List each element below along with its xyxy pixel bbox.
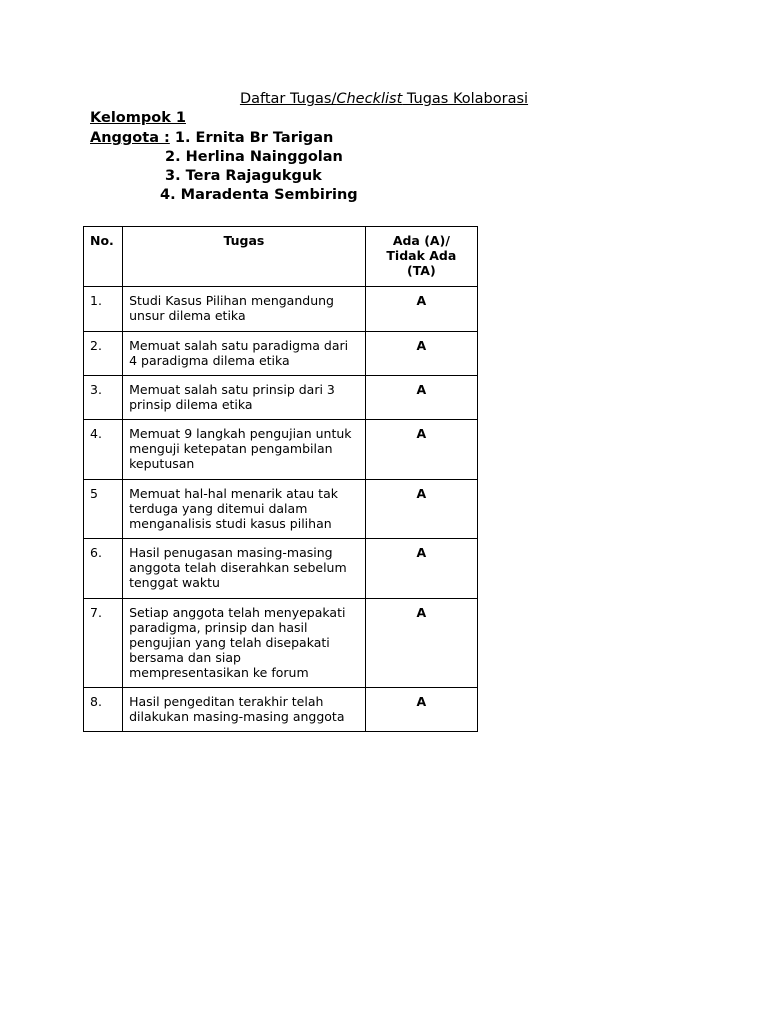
row-status: A [365,376,477,420]
row-number: 4. [84,420,123,480]
row-status: A [365,688,477,732]
group-name: Kelompok 1 [90,110,186,126]
row-status: A [365,332,477,376]
row-task: Memuat 9 langkah pengujian untuk menguji ketepatan pengambilan keputusan [123,420,366,480]
title-text-end: Tugas Kolaborasi [402,91,529,107]
row-status: A [365,480,477,539]
header-status-line: (TA) [407,263,436,278]
row-status: A [365,599,477,688]
table-row [84,287,478,332]
row-task: Hasil pengeditan terakhir telah dilakukan masing-masing anggota [123,688,366,732]
header-no: No. [84,227,123,287]
table-row [84,376,478,420]
table-row [84,480,478,539]
member-name: 1. Ernita Br Tarigan [174,130,334,146]
row-status: A [365,420,477,480]
header-task: Tugas [123,227,366,287]
row-number: 6. [84,539,123,599]
row-task: Memuat salah satu paradigma dari 4 paradigma dilema etika [123,332,366,376]
row-status: A [365,539,477,599]
row-task: Studi Kasus Pilihan mengandung unsur dilema etika [123,287,366,332]
row-task: Setiap anggota telah menyepakati paradigma, prinsip dan hasil pengujian yang telah disepakati bersama dan siap mempresentasikan ke forum [123,599,366,688]
member-name: 4. Maradenta Sembiring [160,187,358,203]
member-name: 3. Tera Rajagukguk [165,168,322,184]
row-task: Memuat salah satu prinsip dari 3 prinsip dilema etika [123,376,366,420]
checklist-table [83,226,478,732]
table-header-row [84,227,478,287]
header-status-line: Tidak Ada [386,248,457,263]
table-row [84,539,478,599]
title-text: Daftar Tugas/ [239,91,337,107]
members-label: Anggota : [90,130,170,146]
table-row [84,599,478,688]
document-title [0,91,768,107]
row-task: Memuat hal-hal menarik atau tak terduga yang ditemui dalam menganalisis studi kasus pilihan [123,480,366,539]
row-status: A [365,287,477,332]
table-row [84,688,478,732]
row-number: 7. [84,599,123,688]
header-status [365,227,477,287]
header-status-line: Ada (A)/ [392,233,450,248]
table-row [84,420,478,480]
row-number: 2. [84,332,123,376]
row-number: 1. [84,287,123,332]
row-task: Hasil penugasan masing-masing anggota telah diserahkan sebelum tenggat waktu [123,539,366,599]
row-number: 8. [84,688,123,732]
title-italic-text: Checklist [336,91,403,107]
member-line-1 [90,129,333,148]
row-number: 3. [84,376,123,420]
table-row [84,332,478,376]
row-number: 5 [84,480,123,539]
member-name: 2. Herlina Nainggolan [165,149,343,165]
